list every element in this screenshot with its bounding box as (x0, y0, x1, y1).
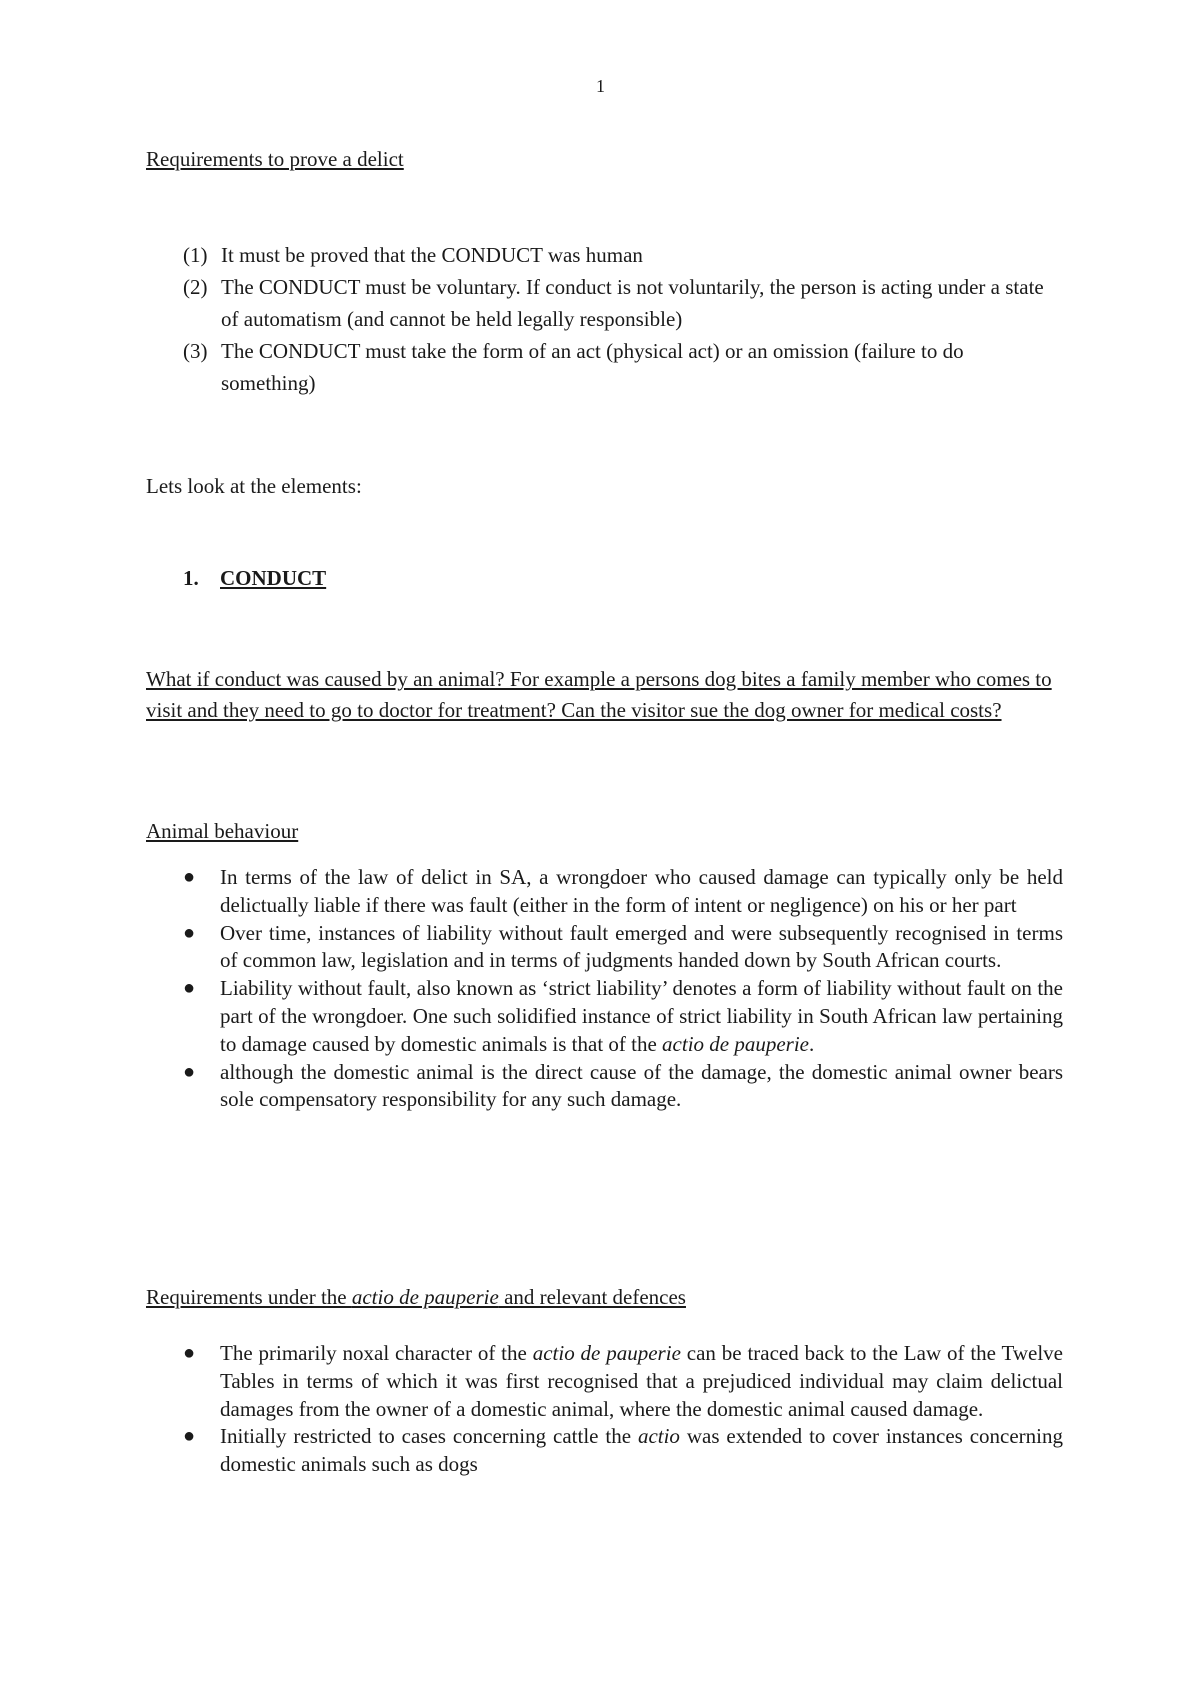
requirements-list (183, 239, 1063, 399)
bullet-icon: ● (183, 977, 196, 1000)
bullet-emphasis: actio (637, 1424, 680, 1449)
bullet-item (183, 1423, 1063, 1479)
requirement-number: (1) (183, 243, 208, 267)
intro-text: Lets look at the elements: (146, 474, 362, 498)
bullet-text: Over time, instances of liability without fault emerged and were subsequently recognised in terms of common law, legislation and in terms of judgments handed down by South African courts. (220, 920, 1063, 973)
bullet-text-end: can be traced back to the Law of the Twelve Tables in terms of which it was first recognised that a prejudiced individual may claim delictual damages from the owner of a domestic animal, where the domestic animal caused damage. (220, 1341, 1063, 1421)
requirement-text: The CONDUCT must take the form of an act (physical act) or an omission (failure to do something) (221, 339, 964, 395)
bullet-text: although the domestic animal is the direct cause of the damage, the domestic animal owner bears sole compensatory responsibility for any such damage. (220, 1059, 1063, 1112)
requirement-item (183, 335, 1063, 399)
bullet-text: The primarily noxal character of the (220, 1341, 533, 1365)
bullet-text: In terms of the law of delict in SA, a wrongdoer who caused damage can typically only be held delictually liable if there was fault (either in the form of intent or negligence) on his or her part (220, 865, 1063, 917)
bullet-text: Initially restricted to cases concerning cattle the (220, 1424, 638, 1449)
requirement-item (183, 239, 1063, 271)
requirement-number: (3) (183, 339, 208, 363)
heading-text-end: and relevant defences (498, 1285, 686, 1309)
bullet-item (183, 920, 1063, 976)
bullet-text: Liability without fault, also known as ‘strict liability’ denotes a form of liability without fault on the part of the wrongdoer. One such solidified instance of strict liability in South African law pertaining to damage caused by domestic animals is that of the (220, 976, 1063, 1056)
bullet-item (183, 1059, 1063, 1115)
requirements-pauperie-heading (146, 1285, 686, 1310)
bullet-emphasis: actio de pauperie (662, 1031, 810, 1056)
animal-behaviour-heading: Animal behaviour (146, 819, 299, 843)
heading-emphasis: actio de pauperie (351, 1285, 499, 1309)
requirement-text: It must be proved that the CONDUCT was human (221, 243, 643, 267)
bullet-text-end: was extended to cover instances concerning domestic animals such as dogs (220, 1424, 1063, 1477)
section-heading-conduct (183, 566, 326, 591)
bullet-emphasis: actio de pauperie (532, 1341, 681, 1365)
bullet-icon: ● (183, 866, 196, 888)
bullet-icon: ● (183, 1425, 196, 1448)
bullet-item (183, 975, 1063, 1058)
requirements-pauperie-list (183, 1340, 1063, 1479)
document-title: Requirements to prove a delict (146, 147, 404, 171)
section-title: CONDUCT (220, 566, 327, 590)
section-number: 1. (183, 566, 199, 590)
page-number: 1 (596, 76, 605, 96)
bullet-item (183, 1340, 1063, 1423)
bullet-icon: ● (183, 1342, 196, 1364)
bullet-item (183, 864, 1063, 920)
bullet-icon: ● (183, 1060, 196, 1083)
animal-behaviour-list (183, 864, 1063, 1114)
question-text: What if conduct was caused by an animal? For example a persons dog bites a family member who comes to visit and they need to go to doctor for treatment? Can the visitor sue the dog owner for medical costs? (146, 667, 1052, 722)
heading-text: Requirements under the (146, 1285, 352, 1309)
bullet-text-end: . (809, 1031, 815, 1056)
bullet-icon: ● (183, 921, 196, 944)
question-paragraph (146, 664, 1066, 726)
requirement-number: (2) (183, 275, 208, 299)
requirement-item (183, 271, 1063, 335)
requirement-text: The CONDUCT must be voluntary. If conduct is not voluntarily, the person is acting under a state of automatism (and cannot be held legally responsible) (221, 275, 1044, 331)
